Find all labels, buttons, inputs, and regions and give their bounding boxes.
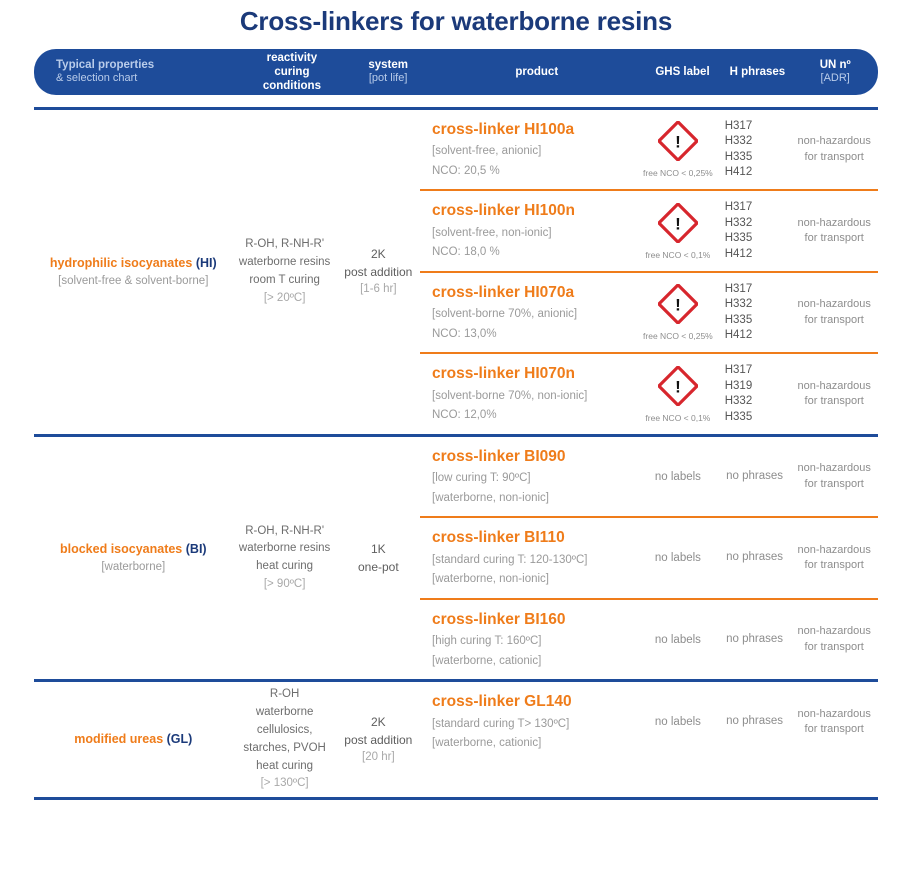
product-detail-2: NCO: 20,5 % <box>432 164 500 177</box>
ghs-no-label: no labels <box>654 633 701 646</box>
product-detail-1: [solvent-borne 70%, non-ionic] <box>432 389 588 402</box>
ghs-cell <box>637 199 719 264</box>
table-group-blocked-isocyanates <box>34 434 878 679</box>
ghs-cell <box>637 712 719 732</box>
h-phrase: H332 <box>724 216 753 229</box>
un-cell <box>790 461 878 492</box>
group-name-code: (BI) <box>185 541 207 556</box>
h-phrase: H332 <box>724 135 753 148</box>
cross-linker-table <box>34 95 878 800</box>
h-phrase: H317 <box>724 364 753 377</box>
product-info <box>420 600 637 679</box>
table-row <box>420 518 878 599</box>
h-phrases-cell: no phrases <box>726 551 784 564</box>
h-phrases-cell <box>719 119 791 181</box>
un-line-1: non-hazardous <box>797 462 871 475</box>
header-system <box>345 58 431 85</box>
group-name <box>36 255 231 272</box>
un-line-2: for transport <box>804 723 864 736</box>
h-phrase: H335 <box>724 313 753 326</box>
condition-line: waterborne cellulosics, <box>255 706 314 737</box>
h-phrases-cell <box>719 363 791 425</box>
group-system-cell <box>337 437 420 679</box>
group-products <box>420 437 878 679</box>
condition-line: R-OH <box>269 688 300 701</box>
un-line-1: non-hazardous <box>797 135 871 148</box>
product-info <box>420 191 637 270</box>
condition-temperature: [> 20ºC] <box>263 291 306 304</box>
table-row <box>420 437 878 518</box>
product-name: cross-linker HI100n <box>432 202 576 220</box>
h-phrase: H412 <box>724 247 753 260</box>
system-mode: one-pot <box>357 560 399 575</box>
h-phrases-cell: no phrases <box>726 715 784 728</box>
h-phrases-cell <box>719 282 791 344</box>
table-row <box>420 600 878 679</box>
un-line-2: for transport <box>804 313 864 326</box>
product-detail-2: [waterborne, cationic] <box>432 737 542 750</box>
ghs-exclamation-icon <box>658 121 698 166</box>
condition-line: heat curing <box>256 759 314 772</box>
svg-text:!: ! <box>675 214 681 234</box>
header-un-number-line2: [ADR] <box>820 72 850 85</box>
ghs-cell <box>637 467 719 487</box>
group-note: [waterborne] <box>101 560 166 573</box>
system-mode: post addition <box>344 733 413 748</box>
group-system-cell <box>337 110 420 434</box>
un-cell <box>790 216 878 247</box>
un-line-1: non-hazardous <box>797 216 871 229</box>
ghs-cell <box>637 548 719 568</box>
product-info <box>420 682 637 761</box>
system-mode: post addition <box>344 265 413 280</box>
product-name: cross-linker HI100a <box>432 121 575 138</box>
h-phrase: H412 <box>724 166 753 179</box>
un-line-2: for transport <box>804 640 864 653</box>
h-phrase: H317 <box>724 282 753 295</box>
product-detail-1: [solvent-free, anionic] <box>432 145 542 158</box>
group-name-code: (GL) <box>166 732 193 747</box>
product-detail-2: NCO: 12,0% <box>432 409 497 422</box>
un-cell <box>790 624 878 655</box>
un-line-1: non-hazardous <box>797 707 871 720</box>
group-name-text: modified ureas <box>74 732 167 747</box>
header-h-phrases: H phrases <box>729 65 786 78</box>
group-products <box>420 682 878 797</box>
un-line-2: for transport <box>804 559 864 572</box>
group-products <box>420 110 878 434</box>
svg-text:!: ! <box>675 295 681 315</box>
header-ghs-label: GHS label <box>655 65 710 78</box>
header-reactivity-line2: curing <box>274 65 310 78</box>
un-line-2: for transport <box>804 232 864 245</box>
group-name <box>36 541 231 558</box>
table-row <box>420 273 878 354</box>
un-cell <box>790 379 878 410</box>
h-phrase: H335 <box>724 232 753 245</box>
ghs-cell <box>637 280 719 345</box>
product-name: cross-linker GL140 <box>432 693 572 711</box>
group-label-cell <box>34 437 233 679</box>
product-detail-2: [waterborne, non-ionic] <box>432 491 549 504</box>
ghs-no-label: no labels <box>654 716 701 729</box>
system-type: 1K <box>370 542 386 557</box>
condition-temperature: [> 90ºC] <box>263 577 306 590</box>
ghs-exclamation-icon <box>658 284 698 329</box>
un-line-1: non-hazardous <box>797 625 871 638</box>
table-row <box>420 354 878 433</box>
ghs-no-label: no labels <box>654 470 701 483</box>
group-label-cell <box>34 682 233 797</box>
ghs-note: free NCO < 0,25% <box>643 331 713 342</box>
un-cell <box>790 707 878 738</box>
product-detail-1: [standard curing T> 130ºC] <box>432 717 570 730</box>
header-reactivity-line3: conditions <box>262 80 321 92</box>
header-reactivity <box>238 51 345 93</box>
product-detail-2: [waterborne, non-ionic] <box>432 573 549 586</box>
header-typical-properties-line1: Typical properties <box>56 59 155 72</box>
ghs-cell <box>637 630 719 650</box>
un-line-1: non-hazardous <box>797 543 871 556</box>
svg-text:!: ! <box>675 132 681 152</box>
group-note: [solvent-free & solvent-borne] <box>58 274 209 287</box>
ghs-exclamation-icon <box>658 203 698 248</box>
product-name: cross-linker HI070n <box>432 365 576 383</box>
header-reactivity-line1: reactivity <box>266 51 318 64</box>
product-info <box>420 273 637 352</box>
condition-line: starches, PVOH <box>243 741 326 754</box>
product-info <box>420 354 637 433</box>
header-typical-properties <box>34 58 238 85</box>
product-detail-1: [low curing T: 90ºC] <box>432 472 531 485</box>
header-product: product <box>515 65 559 78</box>
table-group-hydrophilic-isocyanates <box>34 107 878 434</box>
h-phrase: H332 <box>724 395 753 408</box>
group-conditions-cell <box>233 110 337 434</box>
header-typical-properties-line2: & selection chart <box>56 72 138 85</box>
product-detail-1: [standard curing T: 120-130ºC] <box>432 553 588 566</box>
h-phrase: H335 <box>724 410 753 423</box>
table-row <box>420 682 878 761</box>
product-info <box>420 518 637 597</box>
group-name-text: blocked isocyanates <box>59 541 186 556</box>
header-un-number <box>792 58 878 85</box>
condition-line: waterborne resins <box>238 256 331 269</box>
condition-temperature: [> 130ºC] <box>260 777 309 790</box>
un-line-1: non-hazardous <box>797 379 871 392</box>
un-cell <box>790 543 878 574</box>
system-type: 2K <box>370 247 386 262</box>
ghs-note: free NCO < 0,25% <box>643 168 713 179</box>
h-phrase: H317 <box>724 119 753 132</box>
h-phrase: H317 <box>724 201 753 214</box>
group-conditions-cell <box>233 437 337 679</box>
un-cell <box>790 134 878 165</box>
product-name: cross-linker BI160 <box>432 610 566 628</box>
svg-text:!: ! <box>675 377 681 397</box>
h-phrases-cell <box>719 200 791 262</box>
group-name <box>36 731 231 748</box>
product-detail-1: [solvent-free, non-ionic] <box>432 226 552 239</box>
condition-line: R-OH, R-NH-R' <box>245 524 325 537</box>
ghs-cell <box>637 117 719 182</box>
group-name-text: hydrophilic isocyanates <box>49 255 196 270</box>
un-line-2: for transport <box>804 395 864 408</box>
h-phrases-cell: no phrases <box>726 469 784 482</box>
product-detail-1: [high curing T: 160ºC] <box>432 635 542 648</box>
group-conditions-cell <box>233 682 337 797</box>
h-phrase: H335 <box>724 150 753 163</box>
condition-line: heat curing <box>256 560 314 573</box>
product-detail-2: NCO: 13,0% <box>432 327 497 340</box>
group-label-cell <box>34 110 233 434</box>
product-name: cross-linker HI070a <box>432 283 575 301</box>
product-info <box>420 110 637 189</box>
group-name-code: (HI) <box>195 255 217 270</box>
product-name: cross-linker BI090 <box>432 447 566 465</box>
header-un-number-line1: UN nº <box>819 59 851 72</box>
un-line-2: for transport <box>804 477 864 490</box>
group-system-cell <box>337 682 420 797</box>
header-system-line1: system <box>368 59 408 72</box>
product-detail-1: [solvent-borne 70%, anionic] <box>432 308 578 321</box>
condition-line: R-OH, R-NH-R' <box>245 238 325 251</box>
un-cell <box>790 297 878 328</box>
h-phrases-cell: no phrases <box>726 632 784 645</box>
system-pot-life: [1-6 hr] <box>360 283 397 296</box>
ghs-cell <box>637 362 719 427</box>
condition-line: room T curing <box>249 273 320 286</box>
table-row <box>420 110 878 191</box>
header-system-line2: [pot life] <box>368 72 408 85</box>
h-phrase: H332 <box>724 298 753 311</box>
page-title: Cross-linkers for waterborne resins <box>239 6 673 36</box>
h-phrase: H412 <box>724 329 753 342</box>
ghs-no-label: no labels <box>654 552 701 565</box>
table-row <box>420 191 878 272</box>
un-line-2: for transport <box>804 150 864 163</box>
product-detail-2: [waterborne, cationic] <box>432 654 542 667</box>
product-detail-2: NCO: 18,0 % <box>432 246 500 259</box>
table-group-modified-ureas <box>34 679 878 800</box>
condition-line: waterborne resins <box>238 542 331 555</box>
h-phrase: H319 <box>724 379 753 392</box>
un-line-1: non-hazardous <box>797 298 871 311</box>
system-type: 2K <box>370 715 386 730</box>
table-header <box>34 49 878 95</box>
product-info <box>420 437 637 516</box>
ghs-note: free NCO < 0,1% <box>645 412 711 423</box>
ghs-exclamation-icon <box>658 366 698 411</box>
system-pot-life: [20 hr] <box>362 751 395 764</box>
ghs-note: free NCO < 0,1% <box>645 249 711 260</box>
product-name: cross-linker BI110 <box>432 529 565 547</box>
